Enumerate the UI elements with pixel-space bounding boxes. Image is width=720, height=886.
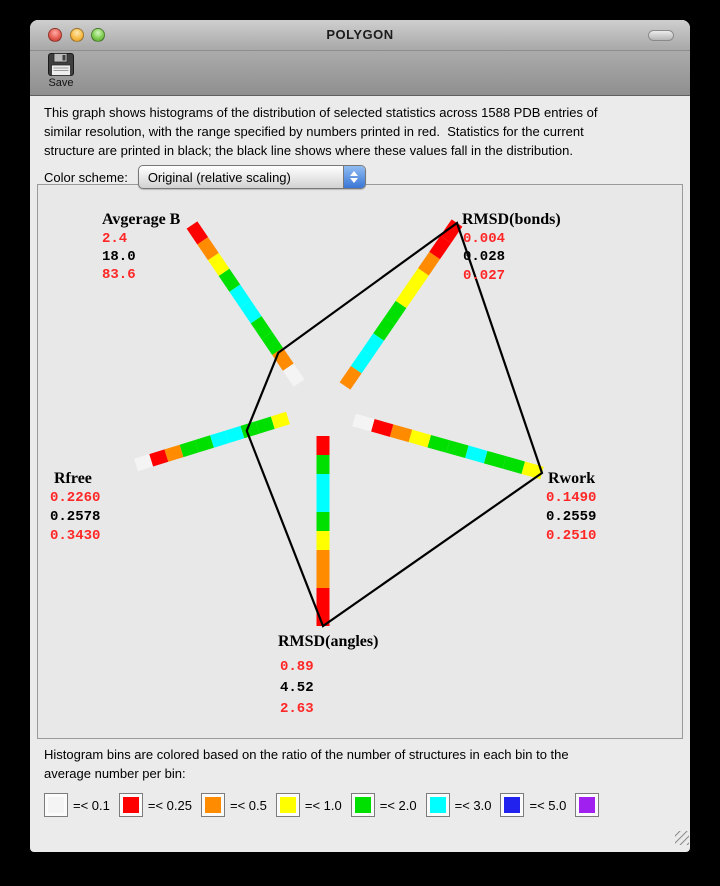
color-square-icon bbox=[280, 797, 296, 813]
legend-bin-label: =< 5.0 bbox=[529, 797, 567, 813]
histogram-segment-yellow bbox=[213, 257, 224, 273]
histogram-bar-rfree bbox=[136, 418, 288, 465]
axis-label: Rwork bbox=[548, 470, 596, 487]
axis-label: Rfree bbox=[54, 470, 92, 487]
axis-current-value: 4.52 bbox=[280, 680, 314, 696]
description-panel bbox=[30, 96, 690, 184]
histogram-segment-cyan bbox=[246, 304, 257, 320]
color-square-icon bbox=[579, 797, 595, 813]
toolbar-toggle-pill[interactable] bbox=[648, 30, 674, 41]
toolbar bbox=[30, 51, 690, 96]
legend-bin-blue bbox=[500, 793, 566, 817]
histogram-segment-orange bbox=[166, 451, 181, 456]
histogram-bar-rmsd-bonds- bbox=[345, 223, 457, 386]
histogram-segment-orange bbox=[278, 351, 289, 367]
color-square-icon bbox=[205, 797, 221, 813]
histogram-segment-yellow bbox=[273, 418, 288, 423]
color-square-icon bbox=[123, 797, 139, 813]
legend-bin-cyan bbox=[426, 793, 492, 817]
legend-bin-label: =< 0.5 bbox=[229, 797, 267, 813]
histogram-segment-green bbox=[182, 446, 197, 451]
histogram-segment-orange bbox=[203, 241, 214, 257]
histogram-segment-green bbox=[504, 462, 523, 467]
legend-swatch-green bbox=[351, 793, 375, 817]
histogram-segment-orange bbox=[423, 256, 434, 272]
legend-bins-row bbox=[44, 793, 676, 817]
histogram-segment-yellow bbox=[523, 468, 542, 473]
color-square-icon bbox=[48, 797, 64, 813]
histogram-segment-white bbox=[354, 420, 373, 425]
histogram-segment-green bbox=[242, 427, 257, 432]
plot-area bbox=[37, 184, 683, 739]
histogram-segment-red bbox=[192, 225, 203, 241]
histogram-segment-cyan bbox=[227, 432, 242, 437]
legend-text-line: average number per bin: bbox=[44, 766, 186, 781]
histogram-segment-cyan bbox=[212, 437, 227, 442]
histogram-segment-green bbox=[379, 321, 390, 337]
axis-min-value: 0.1490 bbox=[546, 490, 597, 506]
save-button[interactable] bbox=[43, 53, 79, 93]
legend-swatch-white bbox=[44, 793, 68, 817]
window-title: POLYGON bbox=[326, 27, 394, 42]
histogram-bar-rwork bbox=[354, 420, 542, 473]
histogram-segment-green bbox=[267, 336, 278, 352]
legend-bin-white bbox=[44, 793, 110, 817]
description-line: structure are printed in black; the black line shows where these values fall in the distribution. bbox=[44, 143, 573, 158]
histogram-segment-cyan bbox=[356, 353, 367, 369]
save-button-label: Save bbox=[48, 77, 74, 89]
histogram-segment-white bbox=[136, 460, 151, 465]
polygon-window bbox=[30, 20, 690, 852]
color-scheme-selected-value: Original (relative scaling) bbox=[147, 169, 291, 185]
legend-swatch-red bbox=[119, 793, 143, 817]
axis-current-value: 18.0 bbox=[102, 249, 136, 265]
legend-bin-label: =< 2.0 bbox=[379, 797, 417, 813]
axis-label: RMSD(angles) bbox=[278, 633, 379, 650]
title-bar[interactable] bbox=[30, 20, 690, 51]
color-square-icon bbox=[355, 797, 371, 813]
axis-min-value: 0.004 bbox=[463, 231, 506, 247]
legend-bin-label: =< 0.1 bbox=[73, 797, 110, 813]
histogram-segment-green bbox=[197, 442, 212, 447]
histogram-segment-green bbox=[486, 457, 505, 462]
legend-swatch-yellow bbox=[276, 793, 300, 817]
legend-bin-yellow bbox=[276, 793, 342, 817]
histogram-segment-yellow bbox=[401, 288, 412, 304]
histogram-segment-orange bbox=[345, 370, 356, 386]
legend-bin-label: =< 0.25 bbox=[147, 797, 192, 813]
histogram-segment-cyan bbox=[235, 288, 246, 304]
histogram-segment-green bbox=[224, 272, 235, 288]
axis-current-value: 0.2559 bbox=[546, 509, 597, 525]
histogram-segment-red bbox=[373, 425, 392, 430]
legend-swatch-blue bbox=[500, 793, 524, 817]
axis-label: RMSD(bonds) bbox=[462, 211, 561, 228]
resize-grip[interactable] bbox=[675, 831, 689, 845]
axis-current-value: 0.2578 bbox=[50, 509, 101, 525]
histogram-segment-green bbox=[256, 320, 267, 336]
histogram-bar-avgerage-b bbox=[192, 225, 299, 383]
polygon-radar-plot bbox=[38, 185, 682, 738]
histogram-segment-yellow bbox=[412, 272, 423, 288]
axis-max-value: 0.027 bbox=[463, 268, 506, 284]
legend-swatch-orange bbox=[201, 793, 225, 817]
axis-min-value: 0.2260 bbox=[50, 490, 101, 506]
legend-swatch-purple bbox=[575, 793, 599, 817]
legend-bin-label: =< 3.0 bbox=[454, 797, 492, 813]
legend-bin-purple bbox=[575, 793, 599, 817]
description-line: This graph shows histograms of the distribution of selected statistics across 1588 PDB entries of bbox=[44, 105, 598, 120]
axis-current-value: 0.028 bbox=[463, 249, 506, 265]
legend-swatch-cyan bbox=[426, 793, 450, 817]
axis-max-value: 0.2510 bbox=[546, 528, 597, 544]
histogram-segment-red bbox=[151, 456, 166, 461]
axis-min-value: 2.4 bbox=[102, 231, 128, 247]
color-square-icon bbox=[430, 797, 446, 813]
axis-max-value: 2.63 bbox=[280, 701, 314, 717]
histogram-segment-cyan bbox=[467, 452, 486, 457]
legend-bin-green bbox=[351, 793, 417, 817]
legend-bin-label: =< 1.0 bbox=[304, 797, 342, 813]
color-square-icon bbox=[504, 797, 520, 813]
axis-max-value: 0.3430 bbox=[50, 528, 101, 544]
legend-text-line: Histogram bins are colored based on the ratio of the number of structures in each bin to the bbox=[44, 747, 569, 762]
histogram-segment-cyan bbox=[367, 337, 378, 353]
popup-arrows-icon bbox=[343, 166, 365, 188]
description-line: similar resolution, with the range specified by numbers printed in red. Statistics for the current bbox=[44, 124, 584, 139]
axis-min-value: 0.89 bbox=[280, 659, 314, 675]
histogram-segment-green bbox=[258, 423, 273, 428]
axis-label: Avgerage B bbox=[102, 211, 181, 228]
histogram-segment-yellow bbox=[410, 436, 429, 441]
histogram-segment-red bbox=[435, 239, 446, 255]
histogram-segment-white bbox=[288, 367, 299, 383]
color-scheme-label: Color scheme: bbox=[44, 169, 128, 185]
histogram-segment-green bbox=[390, 305, 401, 321]
legend-panel bbox=[30, 739, 690, 846]
axis-max-value: 83.6 bbox=[102, 267, 136, 283]
color-scheme-select[interactable] bbox=[138, 165, 366, 189]
legend-bin-orange bbox=[201, 793, 267, 817]
histogram-segment-green bbox=[429, 441, 448, 446]
histogram-segment-orange bbox=[392, 431, 411, 436]
histogram-segment-green bbox=[448, 447, 467, 452]
legend-bin-red bbox=[119, 793, 192, 817]
save-floppy-icon bbox=[48, 53, 74, 76]
